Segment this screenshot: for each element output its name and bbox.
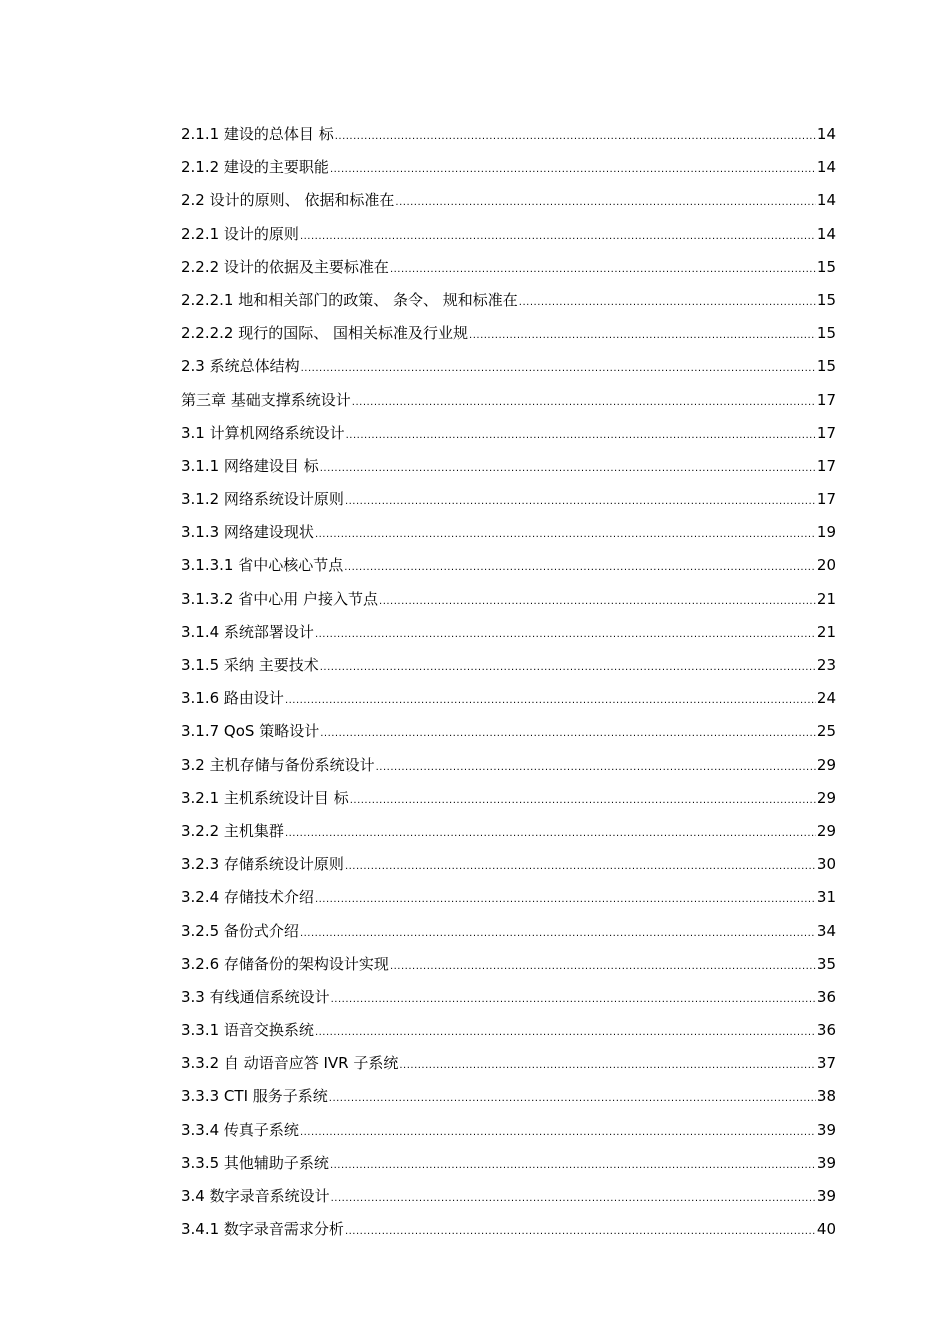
toc-entry-title: 3.3.2 自 动语音应答 IVR 子系统 [181,1054,399,1073]
toc-entry-title: 2.2.1 设计的原则 [181,224,299,243]
toc-entry[interactable] [181,356,836,389]
toc-entry-page-number: 36 [816,987,836,1006]
toc-entry-title: 3.1.3.2 省中心用 户接入节点 [181,589,379,608]
dot-leader [301,359,816,379]
dot-leader [345,492,816,512]
dot-leader [330,1156,816,1176]
toc-entry-page-number: 34 [816,921,836,940]
toc-entry-page-number: 36 [816,1021,836,1040]
dot-leader [519,293,816,313]
dot-leader [376,758,816,778]
toc-entry-title: 3.2 主机存储与备份系统设计 [181,755,375,774]
toc-entry[interactable] [181,821,836,854]
toc-entry-title: 3.2.5 备份式介绍 [181,921,299,940]
toc-entry-page-number: 17 [816,456,836,475]
dot-leader [346,426,816,446]
dot-leader [315,890,816,910]
table-of-contents [181,124,836,1252]
dot-leader [335,127,816,147]
toc-entry-page-number: 17 [816,490,836,509]
toc-entry-title: 3.4 数字录音系统设计 [181,1187,330,1205]
dot-leader [331,1189,816,1209]
toc-entry-title: 2.2.2.2 现行的国际、 国相关标准及行业规 [181,324,469,343]
toc-entry[interactable] [181,390,836,423]
toc-entry[interactable] [181,788,836,821]
toc-entry[interactable] [181,456,836,489]
toc-entry-title: 3.3.5 其他辅助子系统 [181,1153,329,1172]
dot-leader [315,1023,816,1043]
dot-leader [315,525,816,545]
dot-leader [395,193,816,213]
toc-entry-page-number: 15 [816,357,836,376]
toc-entry-title: 3.1.1 网络建设目 标 [181,456,319,475]
toc-entry-title: 3.1.2 网络系统设计原则 [181,490,344,509]
toc-entry-page-number: 14 [816,191,836,210]
dot-leader [315,625,816,645]
toc-entry[interactable] [181,622,836,655]
toc-entry-page-number: 14 [816,158,836,177]
toc-entry-page-number: 29 [816,788,836,807]
toc-entry-page-number: 30 [816,855,836,874]
toc-entry[interactable] [181,290,836,323]
toc-entry[interactable] [181,124,836,157]
toc-entry[interactable] [181,489,836,522]
toc-entry-page-number: 23 [816,656,836,674]
toc-entry-title: 3.2.1 主机系统设计目 标 [181,788,349,807]
dot-leader [300,1123,816,1143]
toc-entry-page-number: 15 [816,290,836,309]
toc-entry-title: 2.3 系统总体结构 [181,357,300,376]
toc-entry[interactable] [181,257,836,290]
dot-leader [469,326,816,346]
toc-entry-page-number: 17 [816,423,836,442]
toc-entry[interactable] [181,755,836,788]
toc-entry[interactable] [181,224,836,257]
dot-leader [285,691,816,711]
dot-leader [320,459,816,479]
toc-entry-title: 2.1.2 建设的主要职能 [181,158,329,177]
toc-entry-title: 3.3 有线通信系统设计 [181,987,330,1006]
toc-entry-page-number: 31 [816,888,836,907]
dot-leader [390,957,816,977]
toc-entry[interactable] [181,1186,836,1219]
dot-leader [350,791,816,811]
toc-entry-page-number: 17 [816,390,836,409]
toc-entry-page-number: 37 [816,1054,836,1073]
dot-leader [330,160,816,180]
dot-leader [390,260,816,280]
toc-entry-page-number: 14 [816,224,836,243]
toc-entry[interactable] [181,522,836,555]
toc-entry-page-number: 39 [816,1153,836,1172]
toc-entry-page-number: 39 [816,1187,836,1205]
toc-entry-title: 3.4.1 数字录音需求分析 [181,1220,344,1239]
toc-entry-title: 3.1.4 系统部署设计 [181,622,314,641]
toc-entry-page-number: 21 [816,589,836,608]
toc-entry[interactable] [181,157,836,190]
toc-entry-page-number: 29 [816,821,836,840]
toc-entry[interactable] [181,954,836,987]
toc-entry-page-number: 38 [816,1087,836,1106]
toc-entry[interactable] [181,854,836,887]
toc-entry[interactable] [181,1153,836,1186]
toc-entry[interactable] [181,887,836,920]
dot-leader [285,824,816,844]
toc-entry-page-number: 20 [816,556,836,575]
dot-leader [331,990,816,1010]
toc-entry[interactable] [181,688,836,721]
toc-entry-page-number: 15 [816,257,836,276]
toc-entry-title: 3.1.7 QoS 策略设计 [181,722,320,741]
toc-entry-page-number: 29 [816,755,836,774]
toc-entry-title: 2.1.1 建设的总体目 标 [181,125,334,143]
toc-entry-title: 3.1.5 采纳 主要技术 [181,656,319,674]
toc-entry[interactable] [181,921,836,954]
toc-entry[interactable] [181,190,836,223]
dot-leader [352,393,816,413]
dot-leader [320,658,816,678]
toc-entry-page-number: 14 [816,125,836,143]
dot-leader [379,592,816,612]
toc-entry-page-number: 21 [816,622,836,641]
toc-entry-page-number: 39 [816,1120,836,1139]
toc-entry-page-number: 15 [816,324,836,343]
dot-leader [345,857,816,877]
toc-entry-title: 3.1.3 网络建设现状 [181,523,314,542]
toc-entry-title: 3.1.6 路由设计 [181,689,284,708]
dot-leader [320,724,816,744]
toc-entry[interactable] [181,1086,836,1119]
toc-entry-title: 2.2.2.1 地和相关部门的政策、 条令、 规和标准在 [181,290,518,309]
toc-entry-page-number: 35 [816,954,836,973]
toc-entry-title: 2.2 设计的原则、 依据和标准在 [181,191,395,210]
toc-entry-title: 3.2.6 存储备份的架构设计实现 [181,954,389,973]
toc-entry-title: 3.3.1 语音交换系统 [181,1021,314,1040]
toc-entry[interactable] [181,987,836,1020]
toc-entry-page-number: 40 [816,1220,836,1239]
toc-entry[interactable] [181,589,836,622]
toc-entry-title: 第三章 基础支撑系统设计 [181,390,351,409]
dot-leader [329,1089,816,1109]
dot-leader [345,1222,816,1242]
dot-leader [300,924,816,944]
toc-entry[interactable] [181,555,836,588]
toc-entry-title: 3.1.3.1 省中心核心节点 [181,556,344,575]
toc-entry[interactable] [181,1219,836,1252]
toc-entry[interactable] [181,1020,836,1053]
toc-entry-title: 3.2.3 存储系统设计原则 [181,855,344,874]
dot-leader [344,558,816,578]
toc-entry-page-number: 24 [816,689,836,708]
dot-leader [399,1056,816,1076]
toc-entry-title: 3.2.4 存储技术介绍 [181,888,314,907]
toc-entry[interactable] [181,1120,836,1153]
toc-entry[interactable] [181,655,836,688]
toc-entry-page-number: 25 [816,722,836,741]
toc-entry[interactable] [181,1053,836,1086]
toc-entry[interactable] [181,423,836,456]
toc-entry-title: 2.2.2 设计的依据及主要标准在 [181,257,389,276]
toc-entry-title: 3.3.4 传真子系统 [181,1120,299,1139]
toc-entry-page-number: 19 [816,523,836,542]
toc-entry[interactable] [181,721,836,754]
toc-entry[interactable] [181,323,836,356]
toc-entry-title: 3.3.3 CTI 服务子系统 [181,1087,328,1106]
dot-leader [300,227,816,247]
toc-entry-title: 3.1 计算机网络系统设计 [181,423,345,442]
toc-entry-title: 3.2.2 主机集群 [181,821,284,840]
